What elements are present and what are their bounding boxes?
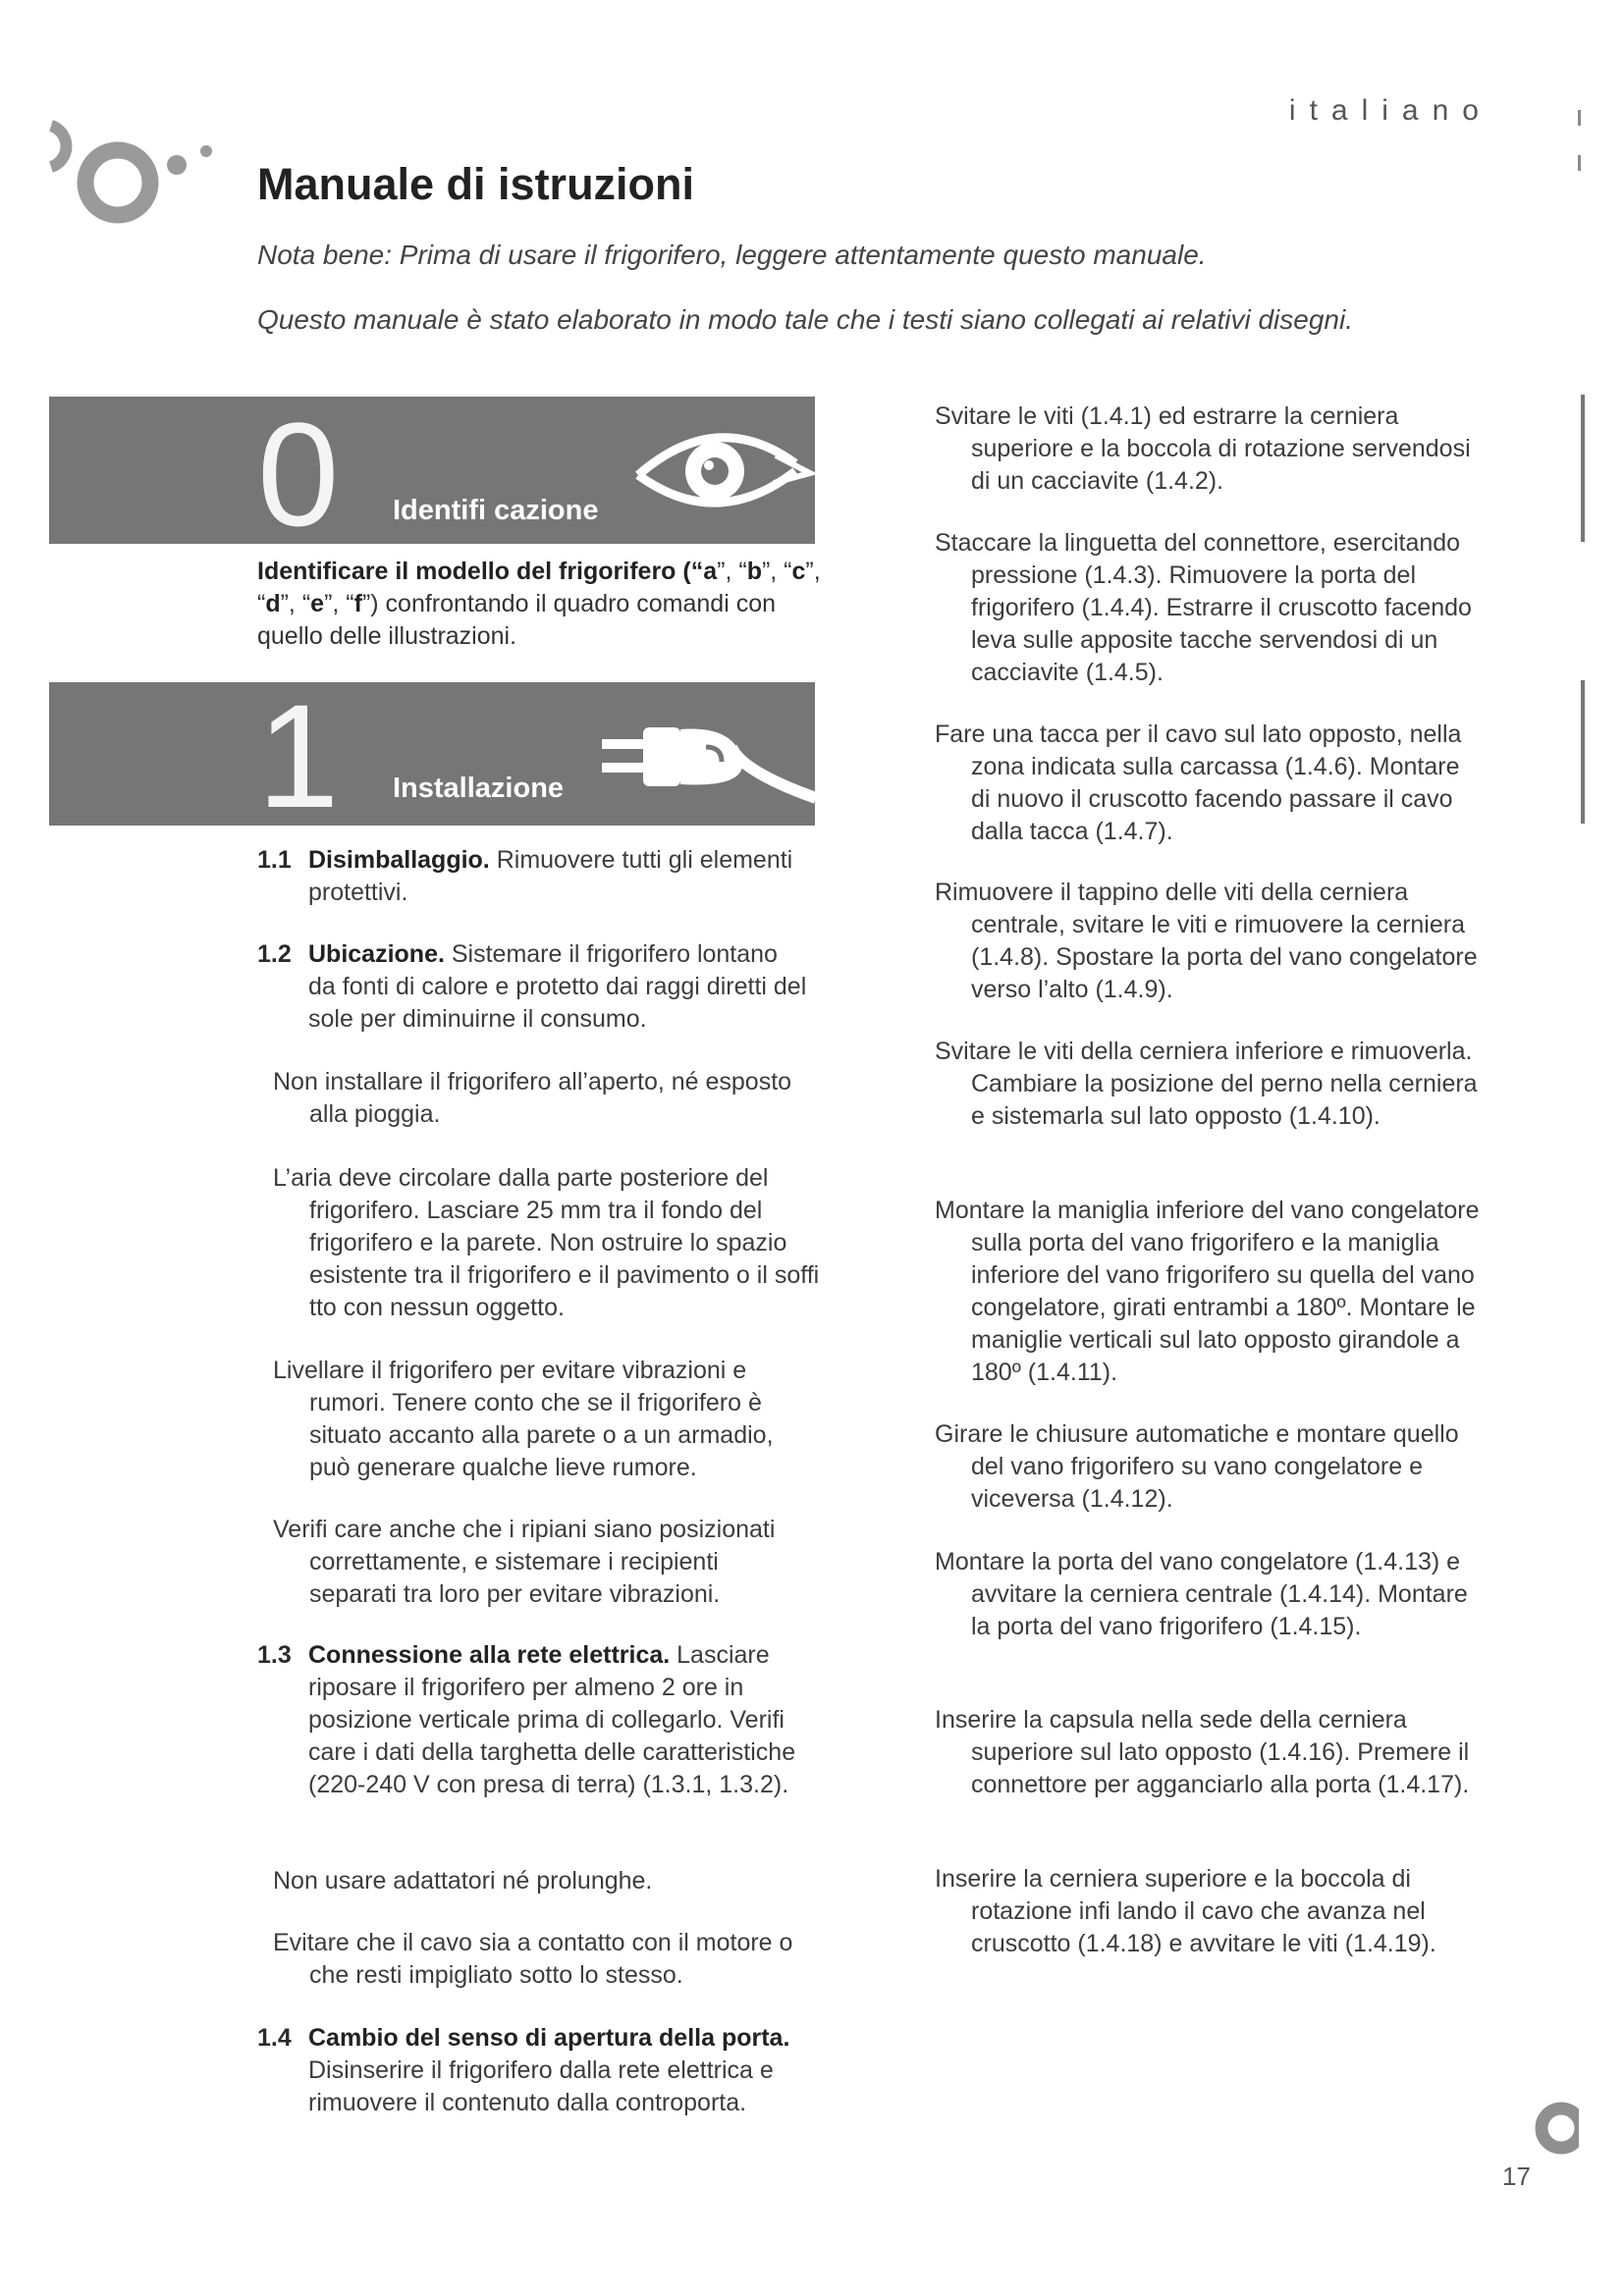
step-paragraph: Inserire la cerniera superiore e la boccola di rotazione infi lando il cavo che avanza nel cruscotto (1.4.18) e avvitare le viti (1.4.19). xyxy=(935,1865,1436,1957)
paragraph-cavo: Evitare che il cavo sia a contatto con il motore o che resti impigliato sotto lo stesso. xyxy=(273,1929,793,1989)
model-separator: ”, “ xyxy=(257,558,821,617)
step-paragraph: Montare la maniglia inferiore del vano congelatore sulla porta del vano frigorifero e la maniglia inferiore del vano frigorifero su quella del vano congelatore, girati entrambi a 180º. Montare le maniglie verticali sul lato opposto girandole a 180º (1.4.11). xyxy=(935,1197,1480,1386)
section-label: Installazione xyxy=(393,773,565,804)
circle-icon xyxy=(1532,2099,1591,2158)
section-number: 0 xyxy=(257,392,340,557)
language-label: italiano xyxy=(1288,94,1492,127)
item-1-2 xyxy=(257,938,807,1036)
item-1-1 xyxy=(257,844,807,909)
plug-icon xyxy=(584,718,820,806)
model-separator: ”, “ xyxy=(761,558,792,585)
item-text: Disinserire il frigorifero dalla rete elettrica e rimuovere il contenuto dalla controporta. xyxy=(308,2056,774,2116)
item-number: 1.1 xyxy=(257,846,292,874)
page-title: Manuale di istruzioni xyxy=(257,159,695,209)
paragraph-verifi: Verifi care anche che i ripiani siano posizionati correttamente, e sistemare i recipienti separati tra loro per evitare vibrazioni. xyxy=(273,1516,776,1608)
item-number: 1.2 xyxy=(257,940,292,968)
page-number: 17 xyxy=(1502,2162,1531,2191)
paragraph-aria: L’aria deve circolare dalla parte posteriore del frigorifero. Lasciare 25 mm tra il fondo del frigorifero e la parete. Non ostruire lo spazio esistente tra il frigorifero e il pavimento o il soffi tto con nessun oggetto. xyxy=(273,1164,820,1321)
paragraph-livellare: Livellare il frigorifero per evitare vibrazioni e rumori. Tenere conto che se il frigorifero è situato accanto alla parete o a un armadio, può generare qualche lieve rumore. xyxy=(273,1357,774,1481)
edge-marker xyxy=(1578,155,1581,171)
item-number: 1.3 xyxy=(257,1641,292,1669)
margin-bar xyxy=(1581,395,1585,542)
identification-text xyxy=(257,556,827,653)
model-b: b xyxy=(746,558,762,585)
model-a: a xyxy=(703,558,718,585)
model-c: c xyxy=(791,558,806,585)
intro-note: Questo manuale è stato elaborato in modo tale che i testi siano collegati ai relativi disegni. xyxy=(257,304,1353,335)
paragraph-adattatori: Non usare adattatori né prolunghe. xyxy=(273,1867,653,1895)
item-text: Lasciare riposare il frigorifero per almeno 2 ore in posizione verticale prima di collegarlo. Verifi care i dati della targhetta delle caratteristiche (220-240 V con presa di terra) (1.3.1, 1.3.2). xyxy=(308,1641,796,1798)
step-paragraph: Girare le chiusure automatiche e montare quello del vano frigorifero su vano congelatore e viceversa (1.4.12). xyxy=(935,1420,1459,1513)
step-paragraph: Montare la porta del vano congelatore (1.4.13) e avvitare la cerniera centrale (1.4.14). Montare la porta del vano frigorifero (1.4.15). xyxy=(935,1548,1468,1640)
section-banner-installation xyxy=(49,673,815,838)
item-heading: Disimballaggio. xyxy=(308,846,490,874)
margin-bar xyxy=(1581,680,1585,824)
intro-note: Nota bene: Prima di usare il frigorifero, leggere attentamente questo manuale. xyxy=(257,240,1207,270)
identification-lead: Identificare il modello del frigorifero (“ xyxy=(257,558,704,585)
model-d: d xyxy=(265,590,281,617)
edge-marker xyxy=(1578,110,1581,126)
item-heading: Cambio del senso di apertura della porta. xyxy=(308,2024,790,2052)
model-separator: ”, “ xyxy=(717,558,747,585)
model-f: f xyxy=(353,590,362,617)
model-separator: ”, “ xyxy=(280,590,311,617)
section-number: 1 xyxy=(257,673,340,838)
step-paragraph: Inserire la capsula nella sede della cerniera superiore sul lato opposto (1.4.16). Premere il connettore per agganciarlo alla porta (1.4.17). xyxy=(935,1706,1470,1798)
item-heading: Ubicazione. xyxy=(308,940,445,968)
item-heading: Connessione alla rete elettrica. xyxy=(308,1641,671,1669)
step-paragraph: Staccare la linguetta del connettore, esercitando pressione (1.4.3). Rimuovere la porta del frigorifero (1.4.4). Estrarre il cruscotto facendo leva sulle apposite tacche servendosi di un cacciavite (1.4.5). xyxy=(935,529,1472,686)
section-banner-identification xyxy=(49,392,815,557)
item-text: Rimuovere tutti gli elementi protettivi. xyxy=(308,846,793,906)
model-e: e xyxy=(310,590,325,617)
eye-icon xyxy=(628,414,815,522)
item-1-3 xyxy=(257,1639,827,1801)
brand-logo xyxy=(39,98,236,245)
step-paragraph: Svitare le viti (1.4.1) ed estrarre la cerniera superiore e la boccola di rotazione servendosi di un cacciavite (1.4.2). xyxy=(935,402,1471,495)
item-1-4 xyxy=(257,2022,827,2119)
step-paragraph: Svitare le viti della cerniera inferiore e rimuoverla. Cambiare la posizione del perno nella cerniera e sistemarla sul lato opposto (1.4.10). xyxy=(935,1038,1478,1130)
paragraph-aperto: Non installare il frigorifero all’aperto, né esposto alla pioggia. xyxy=(273,1068,792,1128)
identification-tail: ”) confrontando il quadro comandi con quello delle illustrazioni. xyxy=(257,590,777,650)
item-text: Sistemare il frigorifero lontano da fonti di calore e protetto dai raggi diretti del sole per diminuirne il consumo. xyxy=(308,940,807,1033)
step-paragraph: Rimuovere il tappino delle viti della cerniera centrale, svitare le viti e rimuovere la cerniera (1.4.8). Spostare la porta del vano congelatore verso l’alto (1.4.9). xyxy=(935,879,1478,1003)
step-paragraph: Fare una tacca per il cavo sul lato opposto, nella zona indicata sulla carcassa (1.4.6). Montare di nuovo il cruscotto facendo passare il cavo dalla tacca (1.4.7). xyxy=(935,721,1462,845)
section-label: Identifi cazione xyxy=(393,495,599,526)
item-number: 1.4 xyxy=(257,2024,292,2052)
model-separator: ”, “ xyxy=(324,590,354,617)
